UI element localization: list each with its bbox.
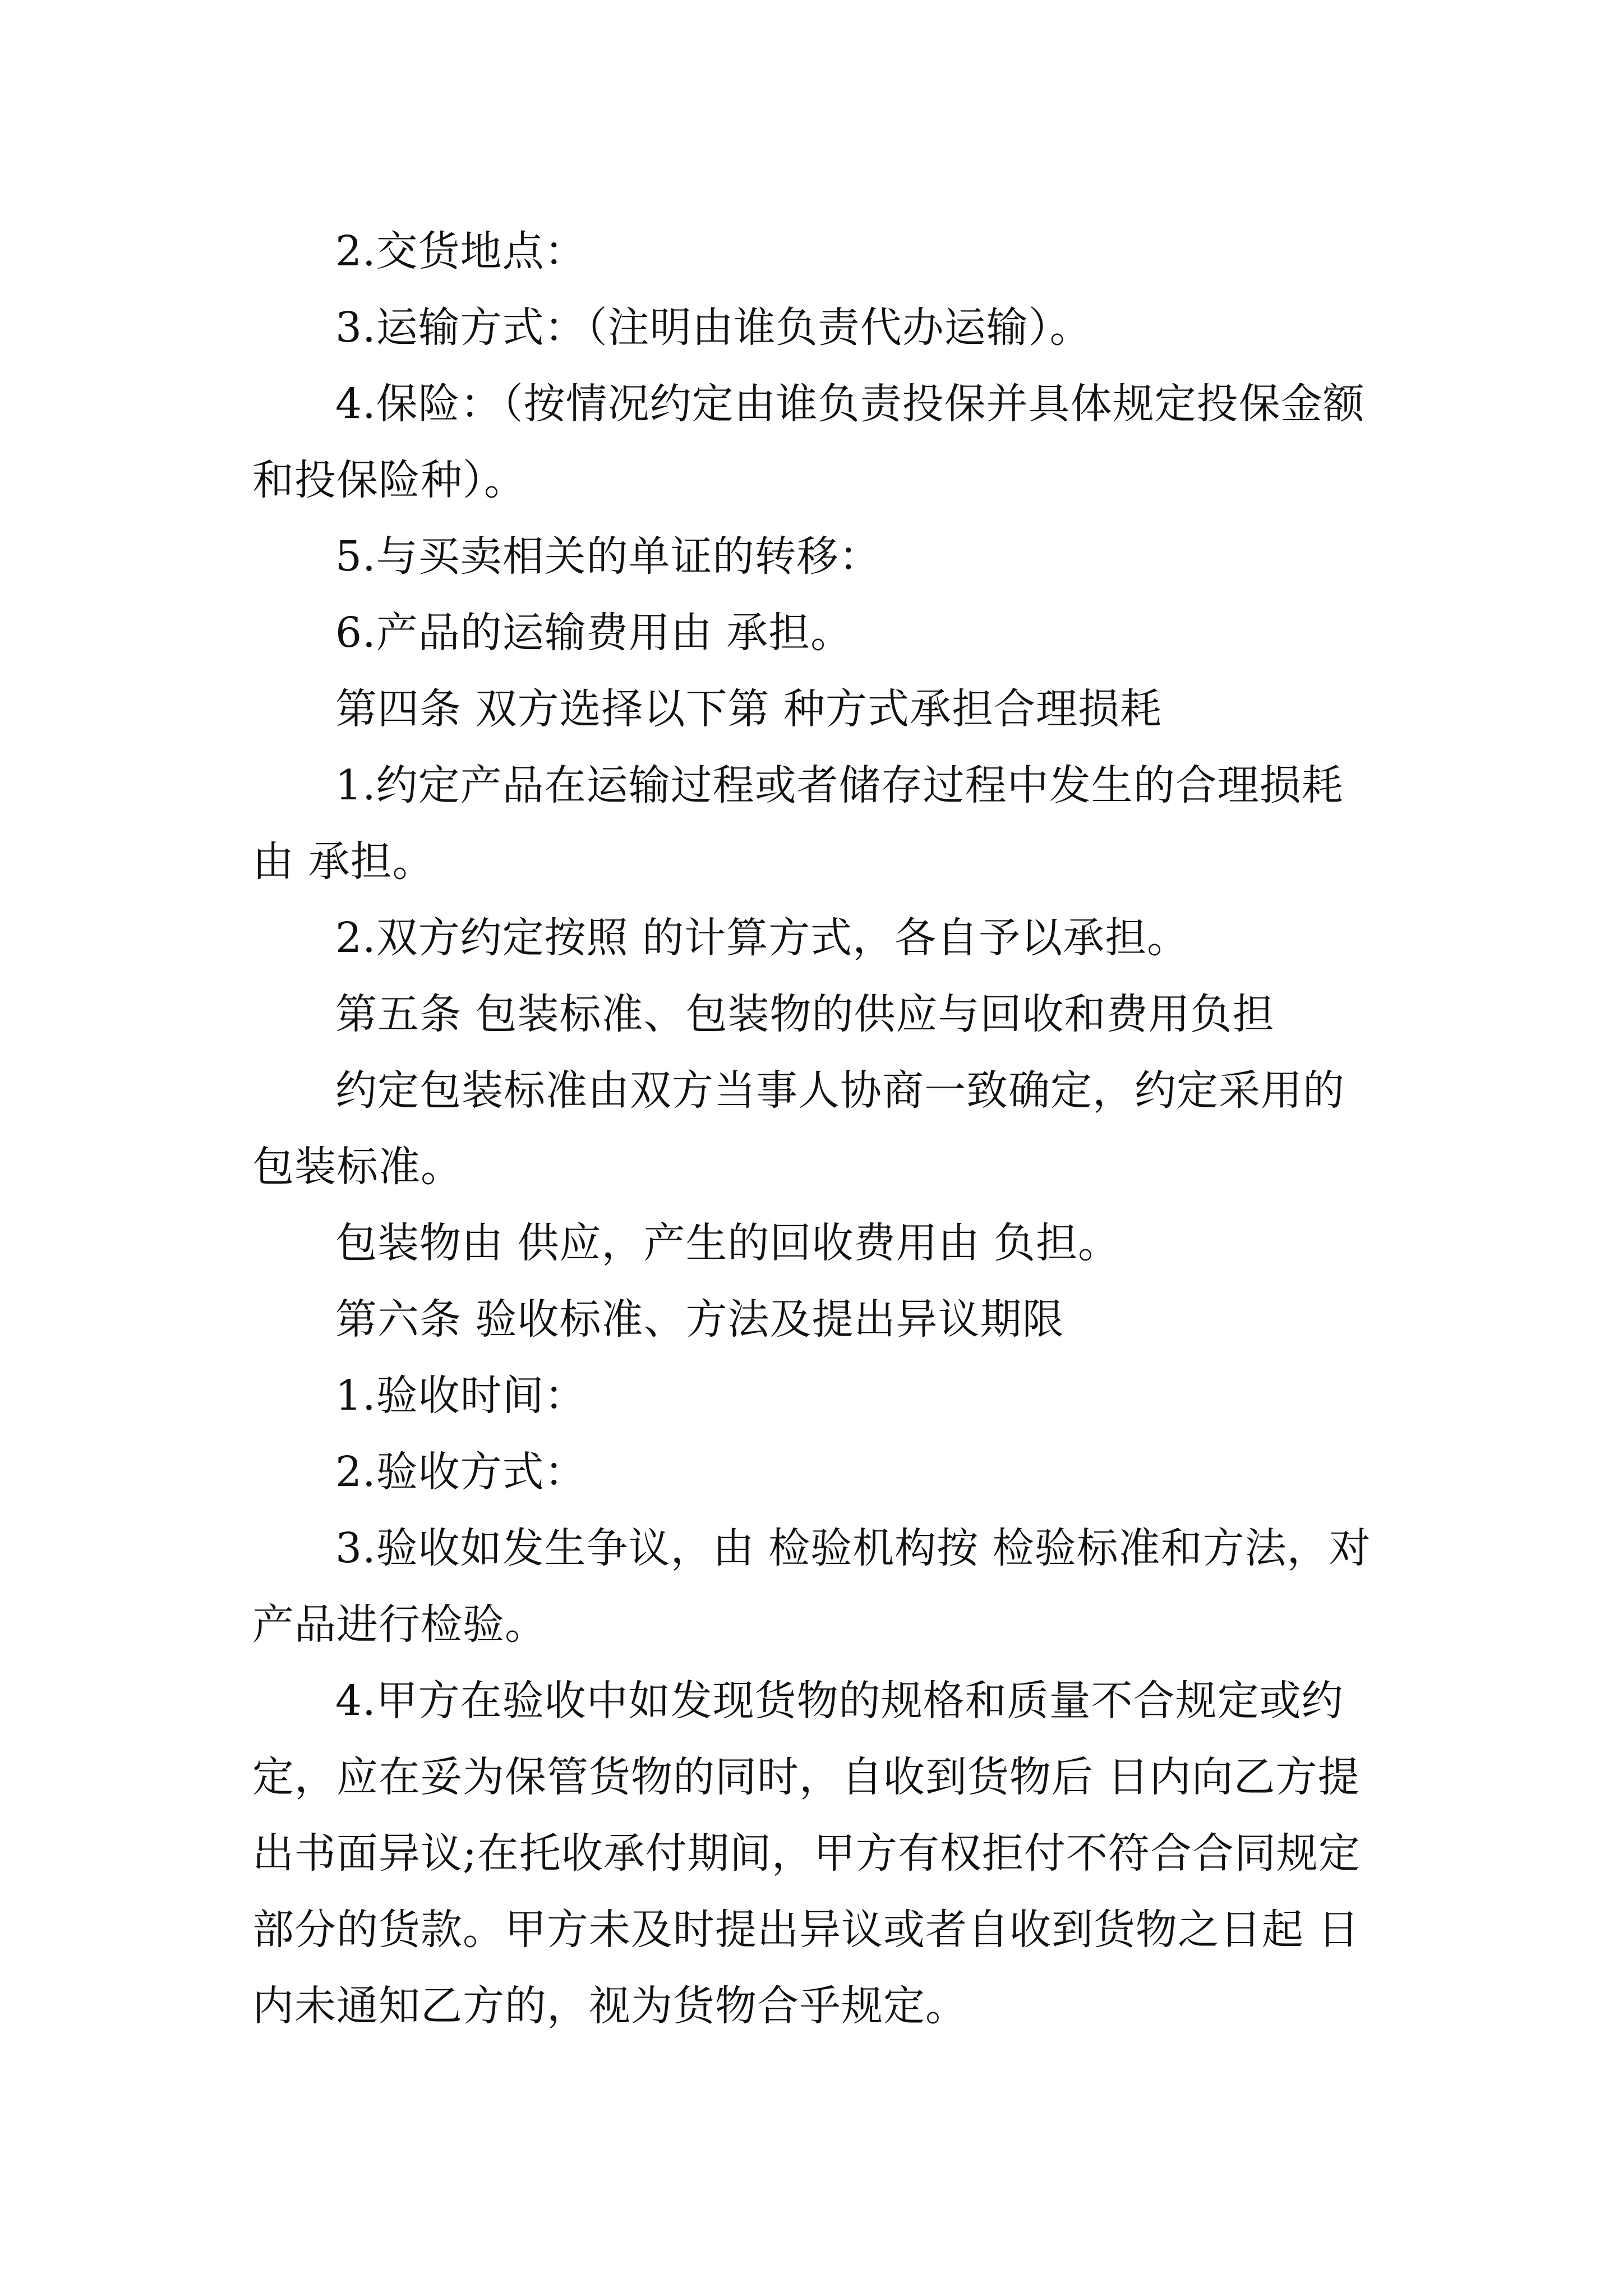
paragraph-packaging-supply: 包装物由 供应，产生的回收费用由 负担。 [335,1219,1121,1267]
paragraph-inspection-method: 2.验收方式： [335,1448,587,1496]
article-five-heading: 第五条 包装标准、包装物的供应与回收和费用负担 [335,990,1275,1038]
paragraph-document-transfer: 5.与买卖相关的单证的转移： [335,532,881,581]
paragraph-loss-bearing-2: 2.双方约定按照 的计算方式，各自予以承担。 [335,914,1189,962]
paragraph-loss-bearing-1: 1.约定产品在运输过程或者储存过程中发生的合理损耗由 承担。 [252,761,1344,886]
paragraph-packaging-standard: 约定包装标准由双方当事人协商一致确定，约定采用的包装标准。 [252,1066,1345,1191]
paragraph-insurance: 4.保险：（按情况约定由谁负责投保并具体规定投保金额和投保险种）。 [252,380,1365,504]
paragraph-inspection-dispute: 3.验收如发生争议，由 检验机构按 检验标准和方法，对产品进行检验。 [252,1524,1371,1649]
paragraph-objection-period: 4.甲方在验收中如发现货物的规格和质量不合规定或约定，应在妥为保管货物的同时，自收到货物后 日内向乙方提出书面异议;在托收承付期间，甲方有权拒付不符合合同规定部分的货款。甲方未及时提出异议或者自收到货物之日起 日内未通知乙方的，视为货物合乎规定。 [252,1677,1361,2030]
paragraph-transport-method: 3.运输方式：（注明由谁负责代办运输）。 [335,303,1092,352]
article-four-heading: 第四条 双方选择以下第 种方式承担合理损耗 [335,685,1163,733]
document-page [252,213,1380,2044]
paragraph-inspection-time: 1.验收时间： [335,1372,587,1420]
paragraph-delivery-location: 2.交货地点： [335,227,587,275]
article-six-heading: 第六条 验收标准、方法及提出异议期限 [335,1295,1064,1343]
paragraph-transport-cost: 6.产品的运输费用由 承担。 [335,609,853,657]
